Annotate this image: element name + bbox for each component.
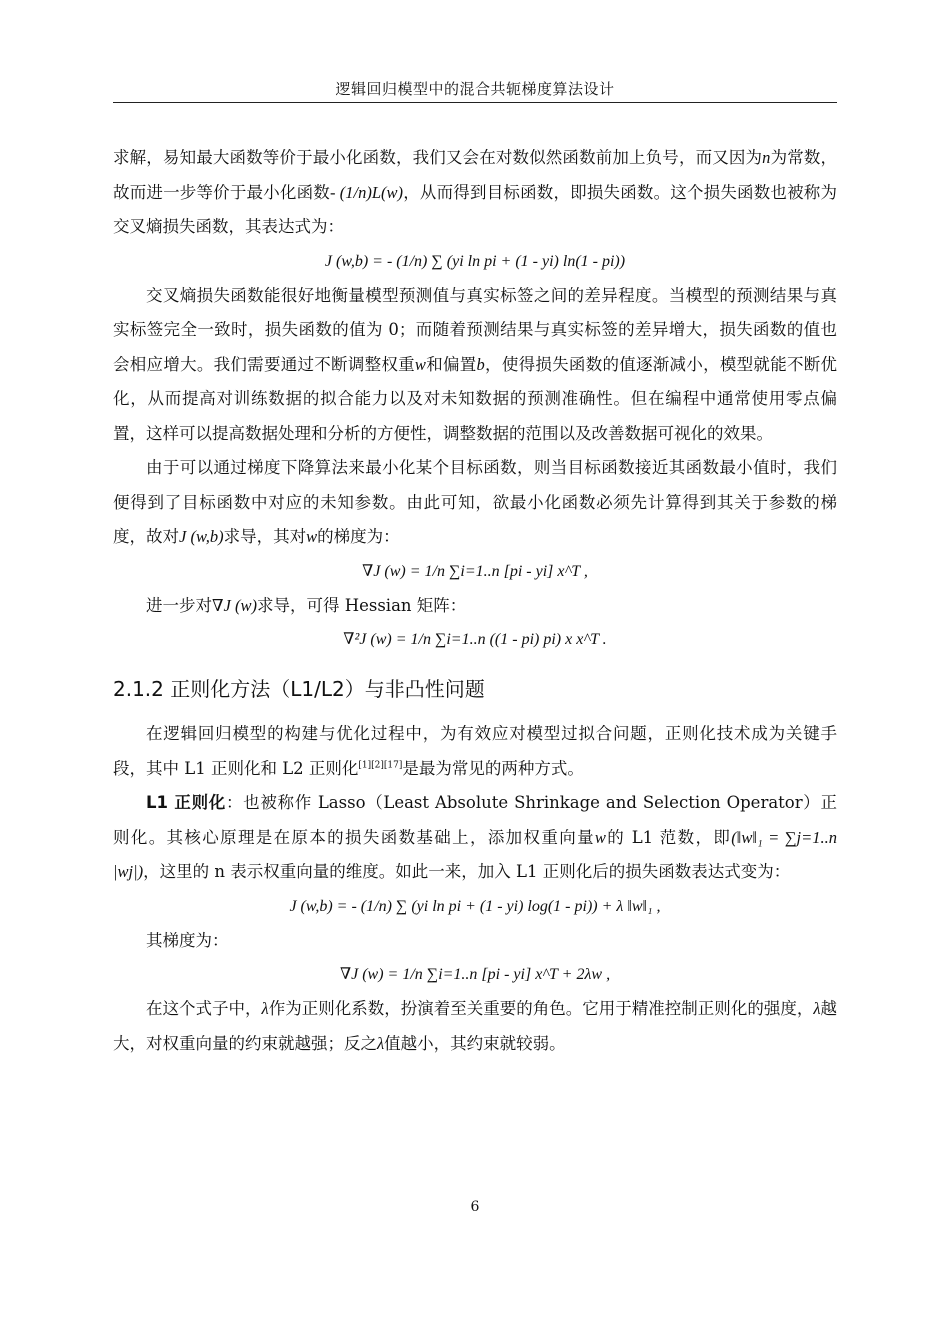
expr-loss: J (w,b)	[179, 527, 224, 546]
paragraph-4: 进一步对∇J (w)求导，可得 Hessian 矩阵：	[146, 595, 467, 615]
citation: [1][2][17]	[358, 760, 403, 770]
paragraph-8: 在这个式子中，λ作为正则化系数，扮演着至关重要的角色。它用于精准控制正则化的强度，λ越大，对权重向量的约束就越强；反之λ值越小，其约束就较弱。	[113, 999, 838, 1053]
paragraph-6: L1 正则化：也被称作 Lasso（Least Absolute Shrinkage and Selection Operator）正则化。其核心原理是在原本的损失函数基础上，添加权重向量w的 L1 范数，即(‖w‖₁ = ∑j=1..n |wj|)，这里的 n 表示权重向量的维度。如此一来，加入 L1 正则化后的损失函数表达式变为：	[113, 793, 838, 881]
expr-l1-norm: (‖w‖₁ = ∑j=1..n |wj|)	[113, 827, 838, 881]
page-number: 6	[470, 1199, 480, 1215]
equation-gradient: ∇J (w) = 1/n ∑i=1..n [pi - yi] x^T ,	[362, 562, 588, 580]
body-text	[113, 141, 837, 1061]
paragraph-3: 由于可以通过梯度下降算法来最小化某个目标函数，则当目标函数接近其函数最小值时，我们便得到了目标函数中对应的未知参数。由此可知，欲最小化函数必须先计算得到其关于参数的梯度，故对J (w,b)求导，其对w的梯度为：	[113, 458, 837, 546]
term-l1: L1 正则化	[146, 793, 226, 812]
expr-gradient: ∇J (w)	[212, 595, 257, 615]
equation-l1-gradient: ∇J (w) = 1/n ∑i=1..n [pi - yi] x^T + 2λw ,	[339, 966, 611, 983]
equation-l1-loss: J (w,b) = - (1/n) ∑ (yi ln pi + (1 - yi) log(1 - pi)) + λ ‖w‖₁ ,	[289, 897, 661, 915]
expr-neg-log-likelihood: - (1/n)L(w)	[329, 182, 404, 202]
header-rule	[113, 102, 837, 103]
paragraph-7: 其梯度为：	[146, 930, 229, 950]
equation-hessian: ∇²J (w) = 1/n ∑i=1..n ((1 - pi) pi) x x^T .	[343, 631, 607, 648]
running-header: 逻辑回归模型中的混合共轭梯度算法设计	[335, 80, 615, 98]
paragraph-1: 求解，易知最大函数等价于最小化函数，我们又会在对数似然函数前加上负号，而又因为n为常数，故而进一步等价于最小化函数- (1/n)L(w)，从而得到目标函数，即损失函数。这个损失函数也被称为交叉熵损失函数，其表达式为：	[113, 148, 838, 236]
equation-cross-entropy: J (w,b) = - (1/n) ∑ (yi ln pi + (1 - yi) ln(1 - pi))	[324, 252, 626, 270]
paragraph-2: 交叉熵损失函数能很好地衡量模型预测值与真实标签之间的差异程度。当模型的预测结果与真实标签完全一致时，损失函数的值为 0；而随着预测结果与真实标签的差异增大，损失函数的值也会相应增大。我们需要通过不断调整权重w和偏置b，使得损失函数的值逐渐减小，模型就能不断优化，从而提高对训练数据的拟合能力以及对未知数据的预测准确性。但在编程中通常使用零点偏置，这样可以提高数据处理和分析的方便性，调整数据的范围以及改善数据可视化的效果。	[113, 285, 838, 443]
paragraph-5: 在逻辑回归模型的构建与优化过程中，为有效应对模型过拟合问题，正则化技术成为关键手段，其中 L1 正则化和 L2 正则化[1][2][17]是最为常见的两种方式。	[113, 724, 837, 778]
section-heading: 2.1.2 正则化方法（L1/L2）与非凸性问题	[113, 677, 485, 701]
